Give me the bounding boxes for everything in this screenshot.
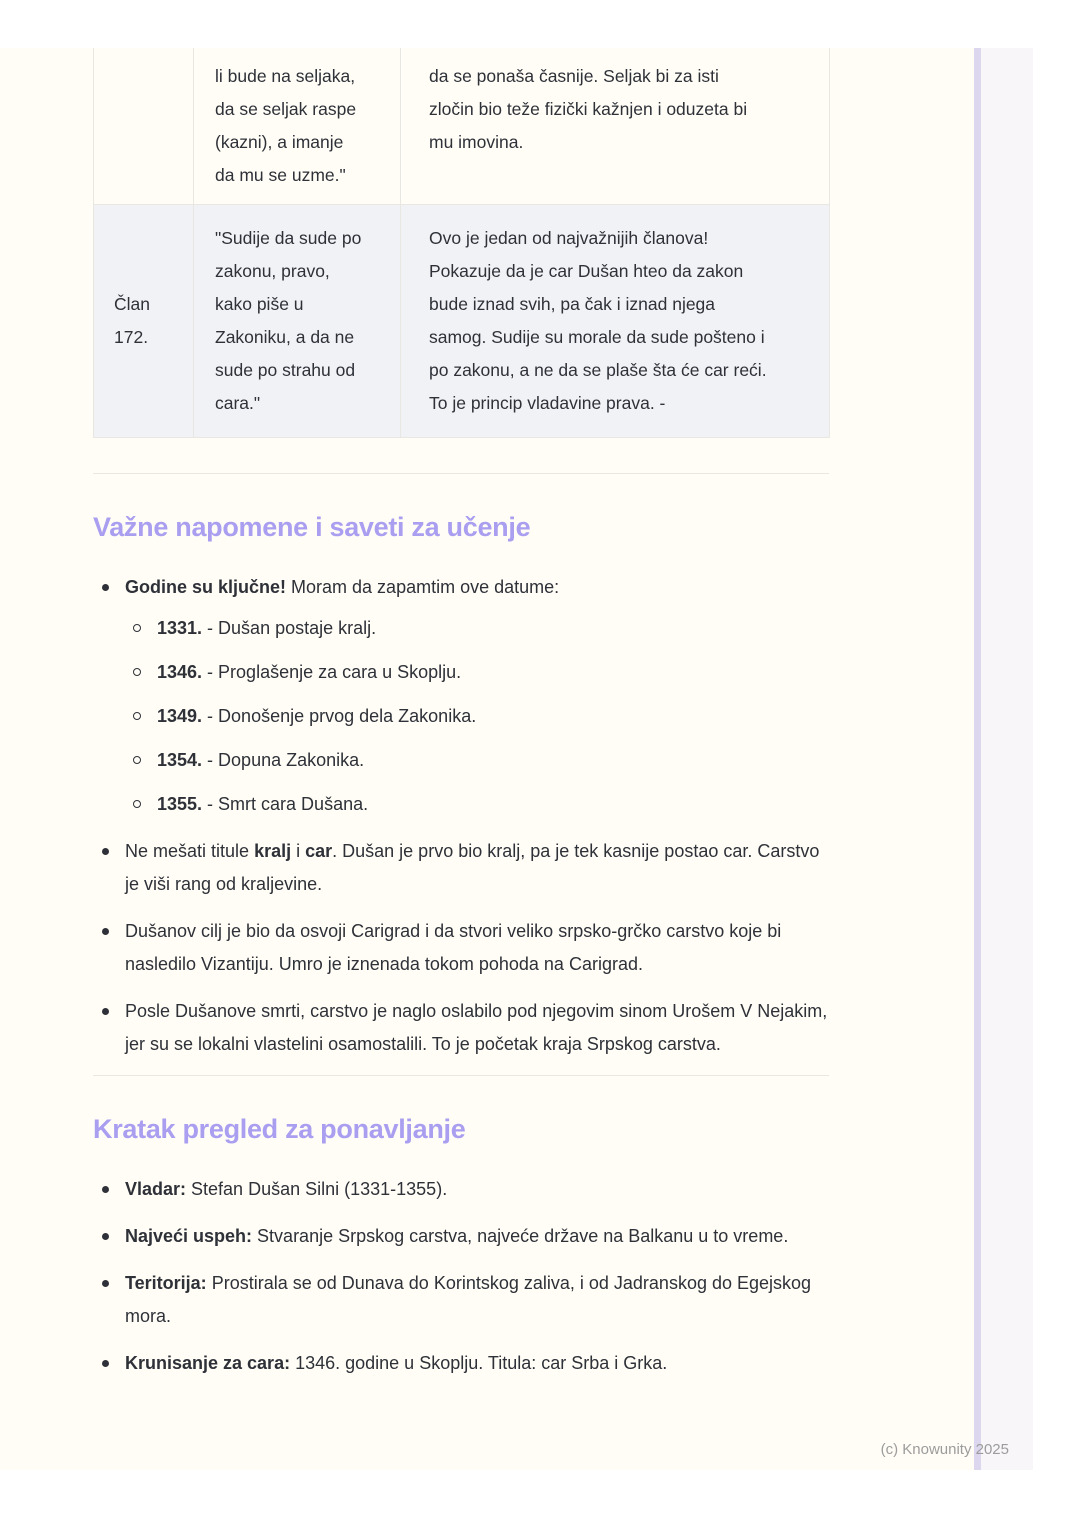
section-notes <box>93 473 829 1061</box>
text: Moram da zapamtim ove datume: <box>286 577 560 597</box>
sub-list <box>125 612 829 821</box>
article-cell: Član 172. <box>94 205 194 438</box>
list-item <box>93 995 829 1061</box>
section-divider <box>93 1075 829 1076</box>
table-row <box>94 205 830 438</box>
sub-list-item <box>125 788 829 821</box>
bold-text: 1331. <box>157 618 203 638</box>
bold-text: 1355. <box>157 794 203 814</box>
sub-list-item <box>125 700 829 733</box>
text: - Proglašenje za cara u Skoplju. <box>202 662 462 682</box>
document-page <box>0 48 1033 1470</box>
table-row <box>94 48 830 205</box>
explanation-cell: Ovo je jedan od najvažnijih članova! Pokazuje da je car Dušan hteo da zakon bude iznad svih, pa čak i iznad njega samog. Sudije su morale da sude pošteno i po zakonu, a ne da se plaše šta će car reći. To je princip vladavine prava. - <box>401 205 830 438</box>
text: - Dopuna Zakonika. <box>202 750 365 770</box>
section-heading: Kratak pregled za ponavljanje <box>93 1114 466 1144</box>
text: Dušanov cilj je bio da osvoji Carigrad i da stvori veliko srpsko-grčko carstvo koje bi nasledilo Vizantiju. Umro je iznenada tokom pohoda na Carigrad. <box>125 921 782 974</box>
notes-list <box>93 571 829 1061</box>
scrollbar-track <box>981 48 1033 1470</box>
bold-text: Godine su ključne! <box>125 577 287 597</box>
article-table-body <box>94 48 830 438</box>
page-content <box>93 48 829 1394</box>
list-item <box>93 571 829 821</box>
article-cell <box>94 48 194 205</box>
text: i <box>291 841 306 861</box>
bold-text: Krunisanje za cara: <box>125 1353 291 1373</box>
text: Stefan Dušan Silni (1331-1355). <box>186 1179 448 1199</box>
sub-list-item <box>125 744 829 777</box>
text: - Dušan postaje kralj. <box>202 618 377 638</box>
review-list <box>93 1173 829 1380</box>
bold-text: Teritorija: <box>125 1273 207 1293</box>
bold-text: car <box>305 841 333 861</box>
bold-text: 1349. <box>157 706 203 726</box>
text: 1346. godine u Skoplju. Titula: car Srba i Grka. <box>290 1353 668 1373</box>
list-item <box>93 1347 829 1380</box>
text: Posle Dušanove smrti, carstvo je naglo oslabilo pod njegovim sinom Urošem V Nejakim, jer su se lokalni vlastelini osamostalili. To je početak kraja Srpskog carstva. <box>125 1001 828 1054</box>
text: . Dušan je prvo bio kralj, pa je tek kasnije postao car. Carstvo je viši rang od kraljevine. <box>125 841 820 894</box>
bold-text: 1354. <box>157 750 203 770</box>
bold-text: 1346. <box>157 662 203 682</box>
section-heading: Važne napomene i saveti za učenje <box>93 512 531 542</box>
section-divider <box>93 473 829 474</box>
articles-table <box>93 48 830 438</box>
list-item <box>93 1267 829 1333</box>
quote-cell: li bude na seljaka, da se seljak raspe (kazni), a imanje da mu se uzme." <box>194 48 401 205</box>
bold-text: Vladar: <box>125 1179 187 1199</box>
copyright-watermark: (c) Knowunity 2025 <box>880 1441 1009 1458</box>
text: - Donošenje prvog dela Zakonika. <box>202 706 477 726</box>
list-item <box>93 835 829 901</box>
sub-list-item <box>125 656 829 689</box>
explanation-cell: da se ponaša časnije. Seljak bi za isti zločin bio teže fizički kažnjen i oduzeta bi mu imovina. <box>401 48 830 205</box>
bold-text: Najveći uspeh: <box>125 1226 253 1246</box>
text: Prostirala se od Dunava do Korintskog zaliva, i od Jadranskog do Egejskog mora. <box>125 1273 812 1326</box>
text: Stvaranje Srpskog carstva, najveće države na Balkanu u to vreme. <box>252 1226 789 1246</box>
bold-text: kralj <box>254 841 292 861</box>
list-item <box>93 1173 829 1206</box>
quote-cell: "Sudije da sude po zakonu, pravo, kako piše u Zakoniku, a da ne sude po strahu od cara." <box>194 205 401 438</box>
text: - Smrt cara Dušana. <box>202 794 369 814</box>
scrollbar-thumb[interactable] <box>974 48 981 1470</box>
section-review <box>93 1075 829 1380</box>
list-item <box>93 915 829 981</box>
sub-list-item <box>125 612 829 645</box>
text: Ne mešati titule <box>125 841 255 861</box>
list-item <box>93 1220 829 1253</box>
